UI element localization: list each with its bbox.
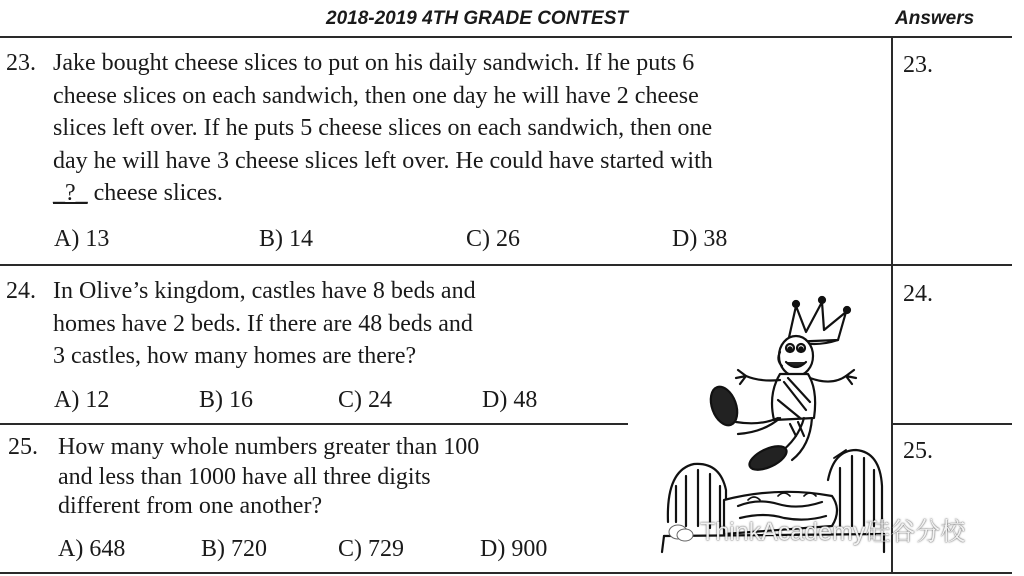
question-text-line: slices left over. If he puts 5 cheese slices on each sandwich, then one <box>53 115 713 141</box>
question-text-tail: cheese slices. <box>87 180 223 206</box>
question-24 <box>6 275 626 375</box>
divider-23-24 <box>0 264 1012 266</box>
divider-24-25 <box>0 423 628 425</box>
question-25 <box>8 433 608 529</box>
question-text-line: and less than 1000 have all three digits <box>58 463 431 490</box>
question-text-line: day he will have 3 cheese slices left over. He could have started with <box>53 147 713 174</box>
question-text-line: How many whole numbers greater than 100 <box>58 434 480 460</box>
question-number: 23. <box>6 50 36 76</box>
question-text-line: cheese slices on each sandwich, then one day he will have 2 cheese <box>53 82 699 109</box>
answers-heading: Answers <box>895 8 975 29</box>
question-number: 25. <box>8 434 38 460</box>
choice-d: D) 48 <box>482 387 538 413</box>
question-text-line <box>53 177 223 210</box>
choice-a: A) 648 <box>58 536 126 562</box>
answer-slot-23: 23. <box>903 52 933 78</box>
choice-a: A) 12 <box>54 387 110 413</box>
bottom-rule <box>0 572 1012 574</box>
question-number: 24. <box>6 278 36 304</box>
question-text-line: In Olive’s kingdom, castles have 8 beds and <box>53 278 476 304</box>
answer-slot-24: 24. <box>903 281 933 307</box>
answer-slot-25: 25. <box>903 438 933 464</box>
choice-b: B) 720 <box>201 536 267 562</box>
chat-bubble-icon <box>668 523 694 543</box>
choice-d: D) 38 <box>672 226 728 252</box>
choice-b: B) 16 <box>199 387 253 413</box>
choice-a: A) 13 <box>54 226 110 252</box>
answer-blank: _?_ <box>53 180 88 206</box>
question-text-line: homes have 2 beds. If there are 48 beds and <box>53 310 473 337</box>
answer-column-divider <box>891 36 893 572</box>
choice-c: C) 729 <box>338 536 404 562</box>
king-body <box>736 370 856 420</box>
contest-title: 2018-2019 4TH GRADE CONTEST <box>326 8 628 29</box>
watermark-text: ThinkAcademy硅谷分校 <box>700 518 966 546</box>
choice-c: C) 26 <box>466 226 520 252</box>
watermark <box>668 512 965 548</box>
question-text-line: Jake bought cheese slices to put on his daily sandwich. If he puts 6 <box>53 50 695 76</box>
question-text-line: 3 castles, how many homes are there? <box>53 343 417 369</box>
header-rule <box>0 36 1012 38</box>
question-text-line: different from one another? <box>58 493 323 519</box>
choice-b: B) 14 <box>259 226 313 252</box>
king-head <box>778 336 813 376</box>
choice-c: C) 24 <box>338 387 392 413</box>
answer-divider-24-25 <box>891 423 1012 425</box>
question-23 <box>6 47 886 217</box>
choice-d: D) 900 <box>480 536 548 562</box>
